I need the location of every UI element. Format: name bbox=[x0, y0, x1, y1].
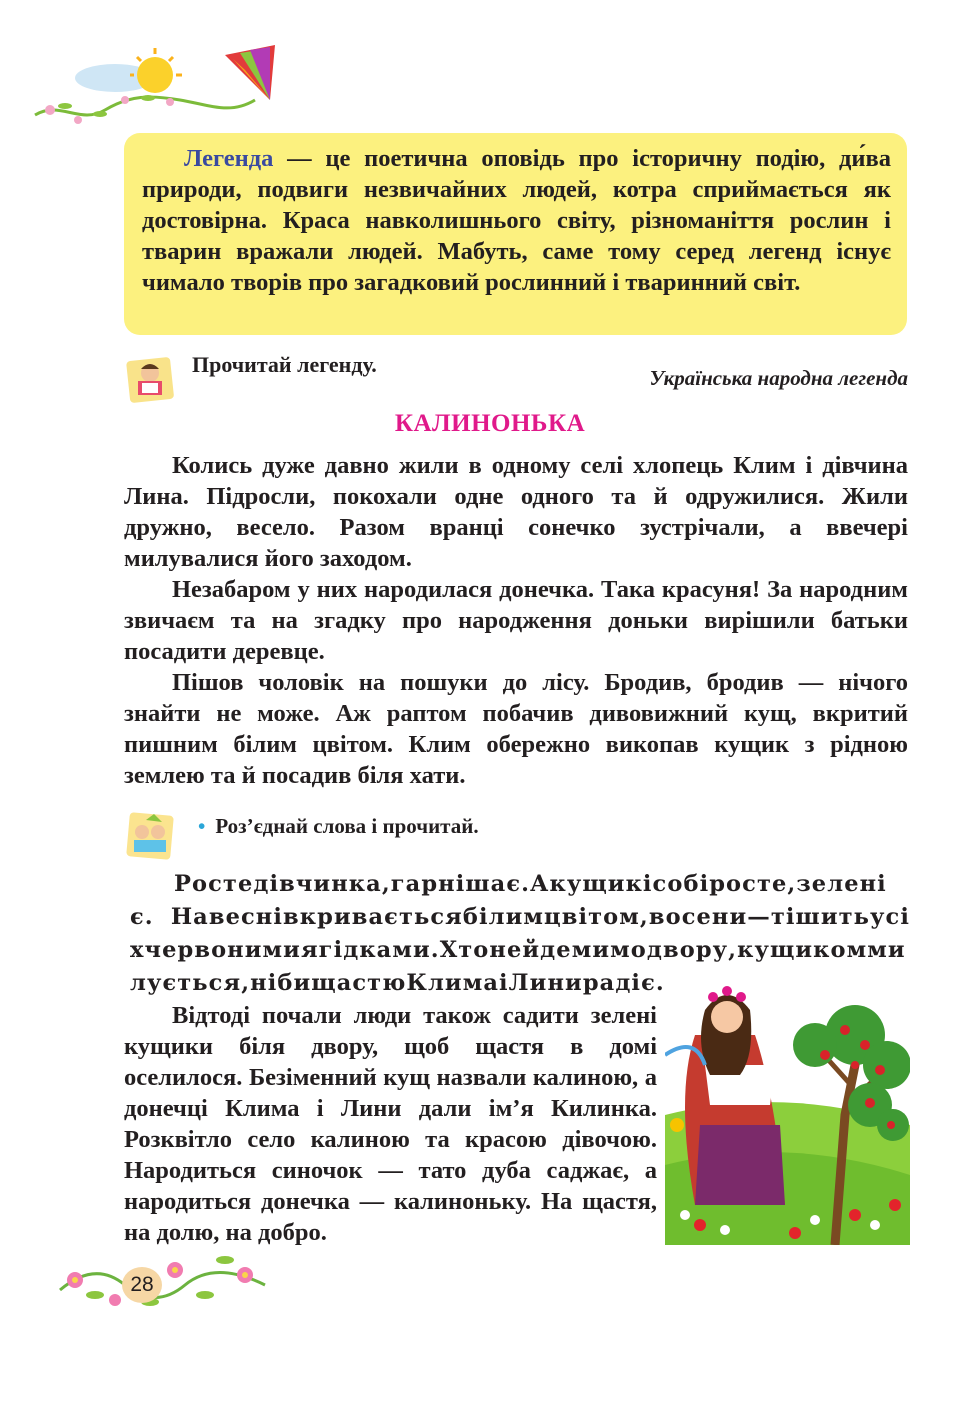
word-puzzle-text: Ростедівчинка,гарнішає.Акущикісобіросте,зеленіє. Навеснівкриваєтьсябілимцвітом,восени—тішитьусіхчервонимиягідками.Хтонейдемимодвору,кущикоммилується,нібищастюКлимаіЛинирадіє. bbox=[130, 871, 910, 996]
definition-body: — це поетична оповідь про історичну подію, ди́ва природи, подвиги незвичайних людей, котра сприймається як достовірна. Краса навколишнього світу, різноманіття рослин і тварин вражали людей. Мабуть, саме тому серед легенд існує чимало творів про загадковий рослинний і тваринний світ. bbox=[142, 145, 891, 296]
task-separate-words bbox=[198, 814, 479, 839]
story-paragraph: Колись дуже давно жили в одному селі хлопець Клим і дівчина Лина. Підросли, покохали одне одного та й одружилися. Жили дружно, весело. Разом вранці сонечко зустрічали, а ввечері милувалися його заходом. bbox=[124, 452, 908, 572]
definition-term: Легенда bbox=[184, 145, 274, 172]
girl-viburnum-illustration bbox=[665, 975, 910, 1245]
bullet-icon: • bbox=[198, 814, 206, 838]
story-subtitle: Українська народна легенда bbox=[649, 366, 908, 390]
story-text bbox=[124, 450, 908, 791]
story-paragraph: Пішов чоловік на пошуки до лісу. Бродив, бродив — нічого знайти не може. Аж раптом побачив дивовижний кущ, вкритий пишним білим цвітом. Клим обережно викопав кущик з рідною землею та й посадив біля хати. bbox=[124, 669, 908, 789]
sun-kite-decoration bbox=[30, 40, 290, 140]
floral-footer-decoration bbox=[55, 1240, 285, 1320]
task-read-legend: Прочитай легенду. bbox=[192, 352, 377, 377]
story-paragraph: Незабаром у них народилася донечка. Така красуня! За народним звичаєм та на згадку про народження доньки вирішили батьки посадити деревце. bbox=[124, 576, 908, 665]
story-ending-text: Відтоді почали люди також садити зелені кущики біля двору, щоб щастя в домі оселилося. Безіменний кущ назвали калиною, а донечці Клима і Лини дали ім’я Килинка. Розквітло село калиною та красою дівочою. Народиться синочок — тато дуба саджає, а народиться донечка — калиноньку. На щастя, на долю, на добро. bbox=[124, 1002, 657, 1246]
story-title: КАЛИНОНЬКА bbox=[394, 410, 586, 437]
definition-box bbox=[124, 133, 907, 335]
children-writing-icon bbox=[124, 810, 176, 862]
task-separate-words-label: Роз’єднай слова і прочитай. bbox=[215, 814, 479, 838]
definition-text bbox=[142, 143, 891, 298]
child-reading-icon bbox=[124, 353, 176, 405]
page-number: 28 bbox=[122, 1267, 162, 1303]
story-ending bbox=[124, 1000, 657, 1248]
